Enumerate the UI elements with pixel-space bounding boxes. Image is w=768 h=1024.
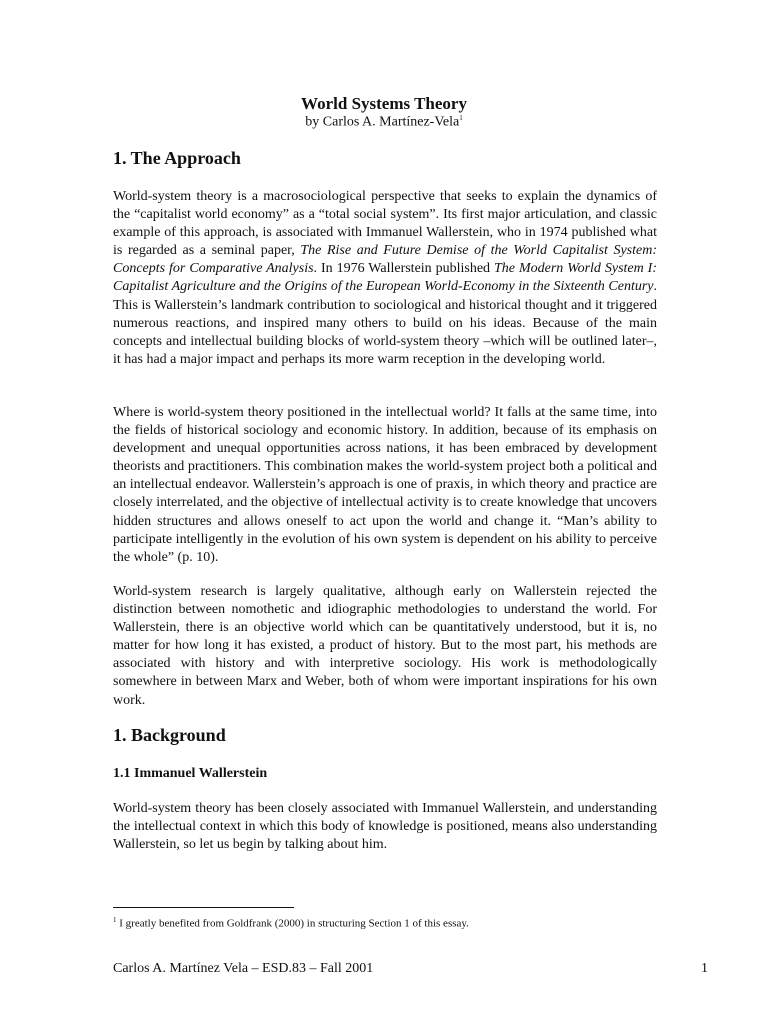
section-heading-background: 1. Background: [113, 725, 226, 745]
page-footer-author: Carlos A. Martínez Vela – ESD.83 – Fall 2001: [113, 961, 374, 976]
book-title-modern-world-system: The Modern World System I: Capitalist Agriculture and the Origins of the European World-Economy in the Sixteenth Century: [113, 261, 657, 295]
section-heading-approach: 1. The Approach: [113, 148, 241, 168]
text-run: World-system theory is a macrosociological perspective that seeks to explain the dynamics of the “capitalist world economy” as a “total social system”. Its first major articulation, and classic example of this approach, is associated with Immanuel Wallerstein, who in 1974 published what is regarded as a seminal paper,: [113, 189, 657, 259]
paragraph-background-1: World-system theory has been closely associated with Immanuel Wallerstein, and understanding the intellectual context in which this body of knowledge is positioned, means also understanding Wallerstein, so let us begin by talking about him.: [113, 801, 657, 853]
paragraph-approach-3: World-system research is largely qualitative, although early on Wallerstein rejected the distinction between nomothetic and idiographic methodologies to understand the world. For Wallerstein, there is an objective world which can be quantitatively understood, but it is, no matter for how long it has existed, a product of history. But to the most part, his methods are associated with history and with interpretive sociology. His work is methodologically somewhere in between Marx and Weber, both of whom were important inspirations for his own work.: [113, 584, 657, 708]
footnote: [113, 916, 469, 930]
author-name: by Carlos A. Martínez-Vela: [305, 114, 460, 130]
footnote-mark: 1: [113, 916, 117, 924]
subsection-heading-wallerstein: 1.1 Immanuel Wallerstein: [113, 766, 268, 781]
paragraph-approach-2: Where is world-system theory positioned in the intellectual world? It falls at the same time, into the fields of historical sociology and economic history. In addition, because of its emphasis on development and unequal opportunities across nations, it has been embraced by development theorists and practitioners. This combination makes the world-system project both a political and an intellectual endeavor. Wallerstein’s approach is one of praxis, in which theory and practice are closely interrelated, and the objective of intellectual activity is to create knowledge that uncovers hidden structures and allows oneself to act upon the world and change it. “Man’s ability to participate intelligently in the evolution of his own system is dependent on his ability to perceive the whole” (p. 10).: [113, 405, 657, 565]
footnote-divider: [113, 907, 294, 908]
text-run: . In 1976 Wallerstein published: [313, 261, 494, 277]
paragraph-approach-1: [113, 188, 657, 369]
author-byline: [0, 114, 768, 131]
footnote-text: I greatly benefited from Goldfrank (2000) in structuring Section 1 of this essay.: [116, 917, 469, 930]
book-title-rise-and-demise: The Rise and Future Demise of the World Capitalist System: Concepts for Comparative Analysis: [113, 243, 657, 277]
document-title: World Systems Theory: [301, 94, 467, 113]
text-run: . This is Wallerstein’s landmark contribution to sociological and historical thought and it triggered numerous reactions, and inspired many others to build on his ideas. Because of the main concepts and intellectual building blocks of world-system theory –which will be outlined later–, it has had a major impact and perhaps its more warm reception in the developing world.: [113, 279, 657, 367]
footnote-reference: 1: [459, 114, 463, 122]
page-number: 1: [701, 961, 708, 976]
